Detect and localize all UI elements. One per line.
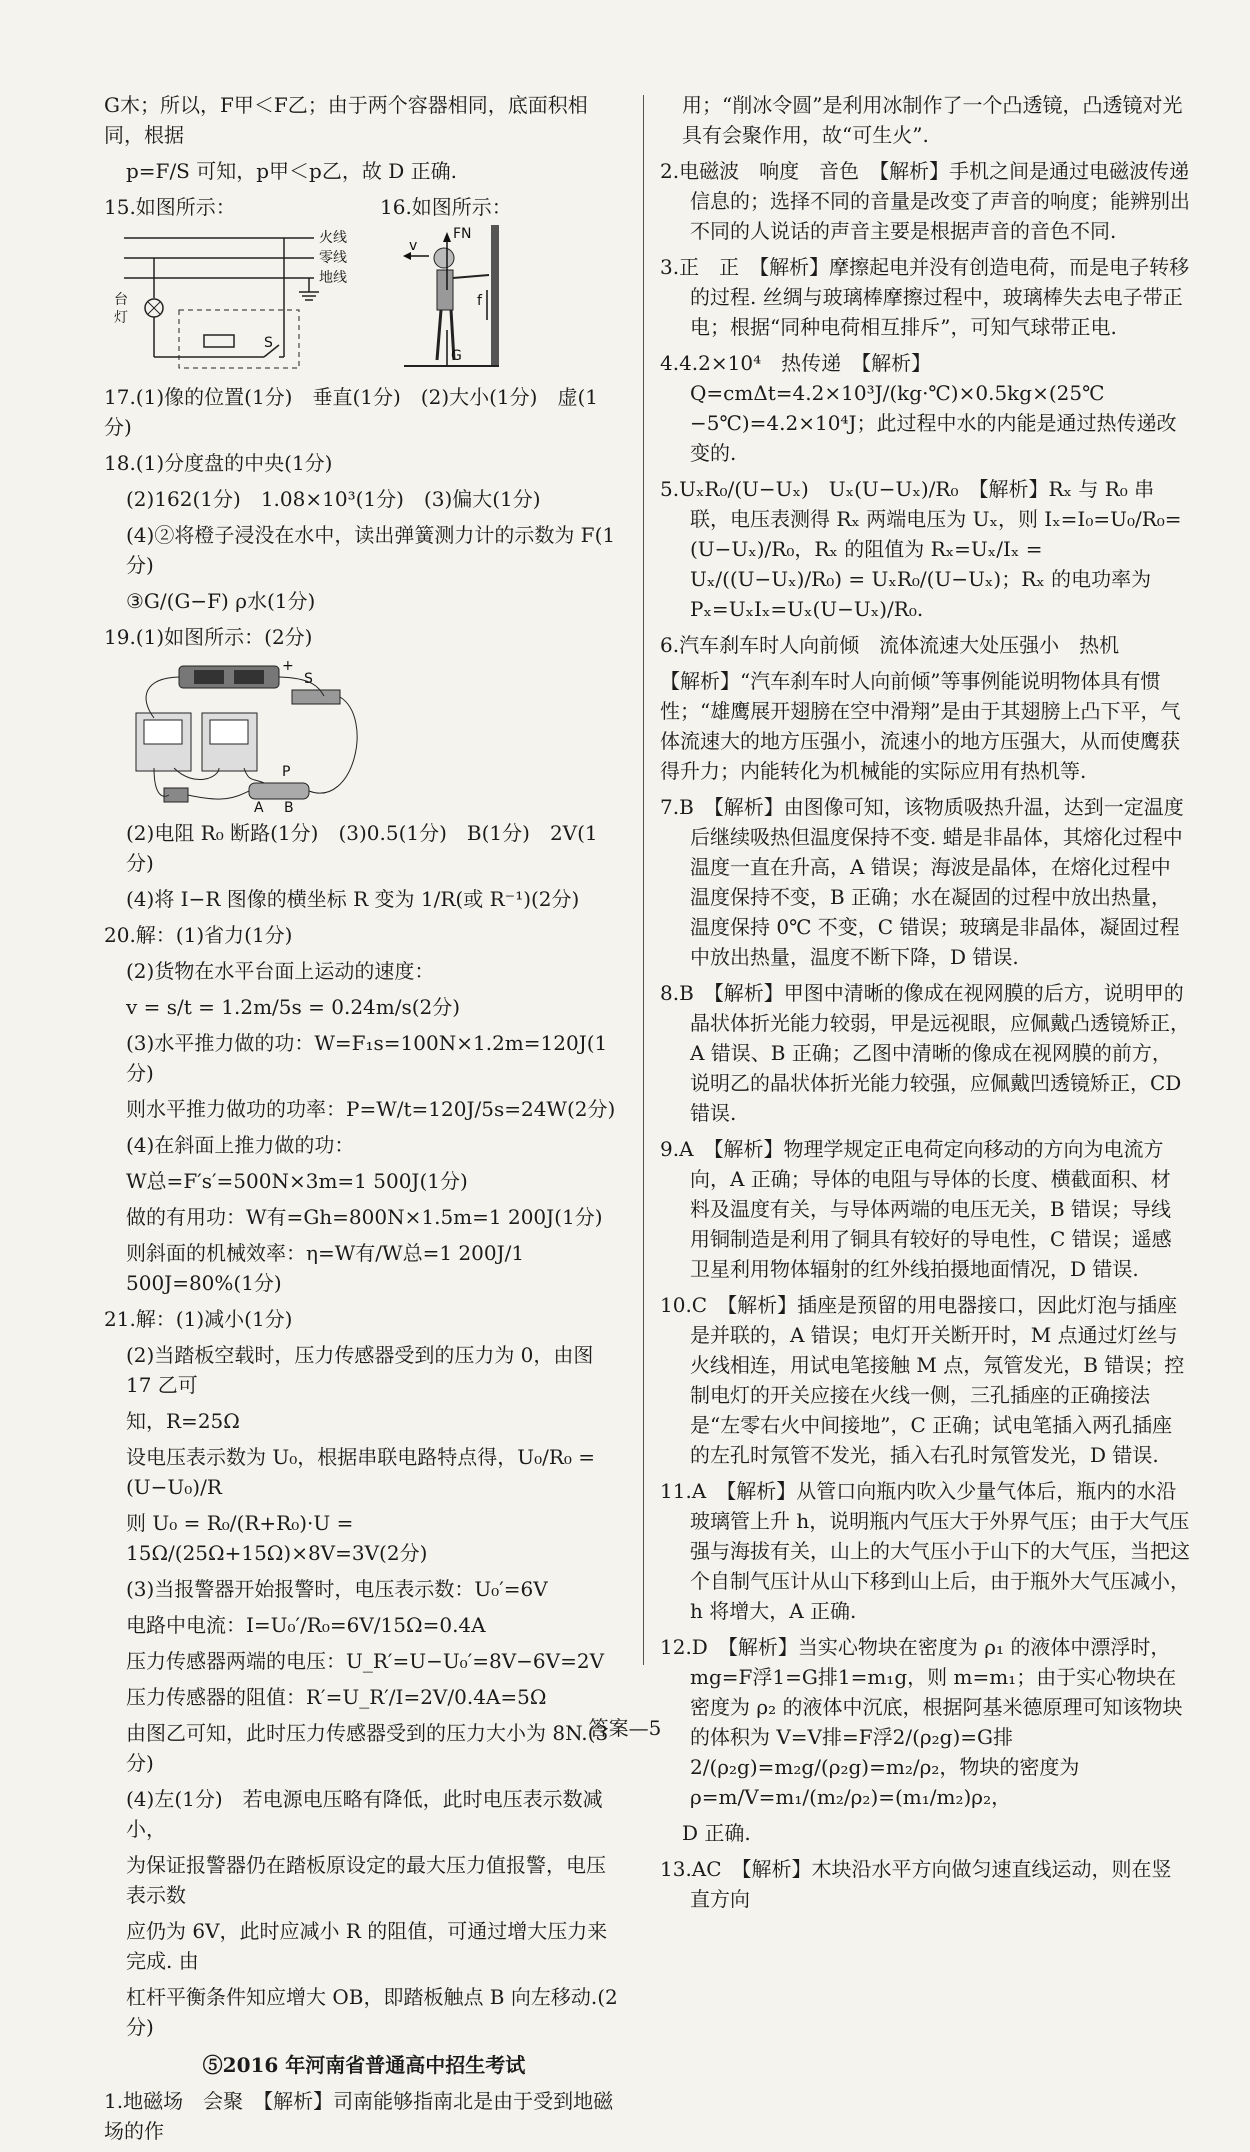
section-title: ⑤2016 年河南省普通高中招生考试 xyxy=(202,2053,526,2077)
answer-21 xyxy=(104,1304,624,2042)
answer-21-line: (2)当踏板空载时，压力传感器受到的压力为 0，由图 17 乙可 xyxy=(126,1343,594,1397)
answer-21-line: (4)左(1分) 若电源电压略有降低，此时电压表示数减小， xyxy=(126,1787,603,1841)
answer-21-line: 电路中电流：I=U₀′/R₀=6V/15Ω=0.4A xyxy=(126,1613,486,1637)
answer-19-2: (2)电阻 R₀ 断路(1分) (3)0.5(1分) B(1分) 2V(1分) xyxy=(126,821,598,875)
answer-20-line: (4)在斜面上推力做的功： xyxy=(126,1133,355,1157)
plus-label: + xyxy=(282,658,294,674)
rheostat-icon xyxy=(249,783,309,799)
answer-8: 8.B 【解析】甲图中清晰的像成在视网膜的后方，说明甲的晶状体折光能力较弱，甲是远视眼，应佩戴凸透镜矫正，A 错误、B 正确；乙图中清晰的像成在视网膜的前方，说明乙的晶状体折光能力较强，应佩戴凹透镜矫正，CD 错误. xyxy=(660,981,1190,1125)
switch-icon xyxy=(292,690,340,704)
page-number: 答案—5 xyxy=(588,1716,662,1740)
left-column xyxy=(104,90,624,2152)
answer-21-line: 应仍为 6V，此时应减小 R 的阻值，可通过增大压力来完成. 由 xyxy=(126,1919,608,1973)
answer-18-4: ③G/(G−F) ρ水(1分) xyxy=(126,589,316,613)
desk-lamp-label-1: 台 xyxy=(114,292,128,308)
answer-2: 2.电磁波 响度 音色 【解析】手机之间是通过电磁波传递信息的；选择不同的音量是改变了声音的响度；能辨别出不同的人说话的声音主要是根据声音的音色不同. xyxy=(660,159,1190,243)
answer-12: 12.D 【解析】当实心物块在密度为 ρ₁ 的液体中漂浮时，mg=F浮1=G排1=m₁g，则 m=m₁；由于实心物块在密度为 ρ₂ 的液体中沉底，根据阿基米德原理可知该物块的体积为 V=V排=F浮2/(ρ₂g)=G排2/(ρ₂g)=m₂g/(ρ₂g)=m₂/ρ₂，物块的密度为 ρ=m/V=m₁/(m₂/ρ₂)=(m₁/m₂)ρ₂， xyxy=(660,1635,1183,1809)
answer-11: 11.A 【解析】从管口向瓶内吹入少量气体后，瓶内的水沿玻璃管上升 h，说明瓶内气压大于外界气压；由于大气压强与海拔有关，山上的大气压小于山下的大气压，当把这个自制气压计从山下移到山上后，由于瓶外大气压减小，h 将增大，A 正确. xyxy=(660,1479,1190,1623)
answer-7: 7.B 【解析】由图像可知，该物质吸热升温，达到一定温度后继续吸热但温度保持不变. 蜡是非晶体，其熔化过程中温度一直在升高，A 错误；海波是晶体，在熔化过程中温度保持不变，B 正确；水在凝固的过程中放出热量，温度保持 0℃ 不变，C 错误；玻璃是非晶体，凝固过程中放出热量，温度不断下降，D 错误. xyxy=(660,795,1184,969)
answer-20-line: 则斜面的机械效率：η=W有/W总=1 200J/1 500J=80%(1分) xyxy=(126,1241,525,1295)
answer-21-line: 21.解：(1)减小(1分) xyxy=(104,1307,293,1331)
right-column xyxy=(660,90,1190,1920)
answer-21-line: 压力传感器的阻值：R′=U_R′/I=2V/0.4A=5Ω xyxy=(126,1685,547,1709)
person-head-icon xyxy=(434,248,454,268)
friction-label: f xyxy=(477,293,482,309)
answer-21-line: 设电压表示数为 U₀，根据串联电路特点得，U₀/R₀ = (U−U₀)/R xyxy=(126,1445,596,1499)
answer-10: 10.C 【解析】插座是预留的用电器接口，因此灯泡与插座是并联的，A 错误；电灯开关断开时，M 点通过灯丝与火线相连，用试电笔接触 M 点，氖管发光，B 错误；控制电灯的开关应接在火线一侧，三孔插座的正确接法是“左零右火中间接地”，C 正确；试电笔插入两孔插座的左孔时氖管不发光，插入右孔时氖管发光，D 错误. xyxy=(660,1293,1185,1467)
neutral-wire-label: 零线 xyxy=(319,250,347,266)
answer-1-cont: 用；“削冰令圆”是利用冰制作了一个凸透镜，凸透镜对光具有会聚作用，故“可生火”. xyxy=(682,93,1183,147)
answer-21-line: 为保证报警器仍在踏板原设定的最大压力值报警，电压表示数 xyxy=(126,1853,606,1907)
desk-lamp-label-2: 灯 xyxy=(114,310,128,326)
answer-15-label: 15.如图所示： xyxy=(104,195,236,219)
answer-21-line: 由图乙可知，此时压力传感器受到的压力大小为 8N.(3分) xyxy=(126,1721,609,1775)
force-diagram-16 xyxy=(399,220,519,375)
answer-20 xyxy=(104,920,624,1298)
gravity-label: G xyxy=(451,348,462,364)
answer-21-line: 杠杆平衡条件知应增大 OB，即踏板触点 B 向左移动.(2分) xyxy=(126,1985,618,2039)
answer-4: 4.4.2×10⁴ 热传递 【解析】Q=cmΔt=4.2×10³J/(kg·℃)×0.5kg×(25℃−5℃)=4.2×10⁴J；此过程中水的内能是通过热传递改变的. xyxy=(660,351,1177,465)
answer-9: 9.A 【解析】物理学规定正电荷定向移动的方向为电流方向，A 正确；导体的电阻与导体的长度、横截面积、材料及温度有关，与导体两端的电压无关，B 错误；导线用铜制造是利用了铜具有较好的导电性，C 错误；遥感卫星利用物体辐射的红外线拍摄地面情况，D 错误. xyxy=(660,1137,1172,1281)
answer-14-cont-2: p=F/S 可知，p甲＜p乙，故 D 正确. xyxy=(126,159,457,183)
answer-21-line: 则 U₀ = R₀/(R+R₀)·U = 15Ω/(25Ω+15Ω)×8V=3V(2分) xyxy=(126,1511,428,1565)
answer-3: 3.正 正 【解析】摩擦起电并没有创造电荷，而是电子转移的过程. 丝绸与玻璃棒摩擦过程中，玻璃棒失去电子带正电；根据“同种电荷相互排斥”，可知气球带正电. xyxy=(660,255,1190,339)
answer-21-line: (3)当报警器开始报警时，电压表示数：U₀′=6V xyxy=(126,1577,548,1601)
answer-6-analysis: 【解析】“汽车刹车时人向前倾”等事例能说明物体具有惯性；“雄鹰展开翅膀在空中滑翔”是由于其翅膀上凸下平，气体流速大的地方压强小，流速小的地方压强大，从而使鹰获得升力；内能转化为机械能的实际应用有热机等. xyxy=(660,669,1181,783)
normal-force-label: FN xyxy=(453,226,472,242)
answer-19-3: (4)将 I−R 图像的横坐标 R 变为 1/R(或 R⁻¹)(2分) xyxy=(126,887,580,911)
circuit-diagram-15 xyxy=(114,222,364,372)
answer-20-line: v = s/t = 1.2m/5s = 0.24m/s(2分) xyxy=(126,995,461,1019)
resistor-icon xyxy=(164,788,188,802)
answer-20-line: (2)货物在水平台面上运动的速度： xyxy=(126,959,435,983)
figures-15-16 xyxy=(104,192,624,382)
ground-wire-label: 地线 xyxy=(319,270,347,286)
answer-5: 5.UₓR₀/(U−Uₓ) Uₓ(U−Uₓ)/R₀ 【解析】Rₓ 与 R₀ 串联，电压表测得 Rₓ 两端电压为 Uₓ，则 Iₓ=I₀=U₀/R₀=(U−Uₓ)/R₀，Rₓ 的阻值为 Rₓ=Uₓ/Iₓ = Uₓ/((U−Uₓ)/R₀) = UₓR₀/(U−Uₓ)；Rₓ 的电功率为 Pₓ=UₓIₓ=Uₓ(U−Uₓ)/R₀. xyxy=(660,477,1182,621)
answer-1: 1.地磁场 会聚 【解析】司南能够指南北是由于受到地磁场的作 xyxy=(104,2089,614,2143)
answer-18-1: 18.(1)分度盘的中央(1分) xyxy=(104,451,333,475)
answer-21-line: 知，R=25Ω xyxy=(126,1409,240,1433)
answer-13: 13.AC 【解析】木块沿水平方向做匀速直线运动，则在竖直方向 xyxy=(660,1857,1172,1911)
switch-s-label: S xyxy=(304,671,313,687)
answer-19-1: 19.(1)如图所示：(2分) xyxy=(104,625,313,649)
answer-21-line: 压力传感器两端的电压：U_R′=U−U₀′=8V−6V=2V xyxy=(126,1649,605,1673)
answer-16-label: 16.如图所示： xyxy=(380,195,512,219)
rheostat-icon xyxy=(204,335,234,347)
answer-18-2: (2)162(1分) 1.08×10³(1分) (3)偏大(1分) xyxy=(126,487,541,511)
answer-20-line: 做的有用功：W有=Gh=800N×1.5m=1 200J(1分) xyxy=(126,1205,603,1229)
answer-17: 17.(1)像的位置(1分) 垂直(1分) (2)大小(1分) 虚(1分) xyxy=(104,385,598,439)
velocity-label: v xyxy=(409,238,418,254)
answer-12-end: D 正确. xyxy=(682,1821,751,1845)
column-divider xyxy=(643,95,644,1665)
circuit-photo-19 xyxy=(124,658,384,818)
fire-wire-label: 火线 xyxy=(319,230,347,246)
answer-20-line: (3)水平推力做的功：W=F₁s=100N×1.2m=120J(1分) xyxy=(126,1031,608,1085)
answer-20-line: 则水平推力做功的功率：P=W/t=120J/5s=24W(2分) xyxy=(126,1097,616,1121)
terminal-b-label: B xyxy=(284,800,294,816)
switch-label: S xyxy=(264,335,273,351)
answer-18-3: (4)②将橙子浸没在水中，读出弹簧测力计的示数为 F(1分) xyxy=(126,523,616,577)
answer-14-cont-1: G木；所以，F甲＜F乙；由于两个容器相同，底面积相同，根据 xyxy=(104,93,588,147)
answer-20-line: 20.解：(1)省力(1分) xyxy=(104,923,293,947)
answer-20-line: W总=F′s′=500N×3m=1 500J(1分) xyxy=(126,1169,468,1193)
terminal-a-label: A xyxy=(254,800,264,816)
slider-p-label: P xyxy=(282,764,291,780)
answer-6: 6.汽车刹车时人向前倾 流体流速大处压强小 热机 xyxy=(660,633,1120,657)
